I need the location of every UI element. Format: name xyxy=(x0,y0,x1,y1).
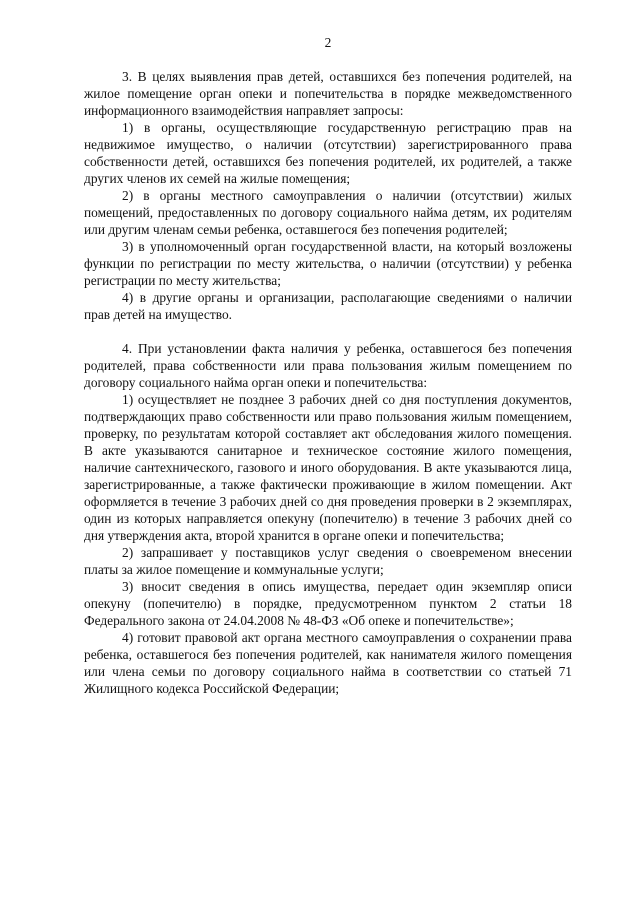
section-4-item-1: 1) осуществляет не позднее 3 рабочих дней со дня поступления документов, подтверждающих право собственности или право пользования жилым помещением, проверку, по результатам которой составляет акт обследования жилого помещения. В акте указываются санитарное и техническое состояние жилого помещения, наличие сантехнического, газового и иного оборудования. В акте указываются лица, зарегистрированные, а также фактически проживающие в жилом помещении. Акт оформляется в течение 3 рабочих дней со дня проведения проверки в 2 экземплярах, один из которых направляется опекуну (попечителю) в течение 3 рабочих дней со дня утверждения акта, второй хранится в органе опеки и попечительства; xyxy=(84,392,572,543)
section-4 xyxy=(84,340,572,697)
section-gap xyxy=(84,323,572,340)
page-number: 2 xyxy=(324,35,332,50)
section-4-item-2: 2) запрашивает у поставщиков услуг сведения о своевременом внесении платы за жилое помещение и коммунальные услуги; xyxy=(84,545,572,577)
section-4-item-4: 4) готовит правовой акт органа местного самоуправления о сохранении права ребенка, оставшегося без попечения родителей, как нанимателя жилого помещения или члена семьи по договору социального найма в соответствии со статьей 71 Жилищного кодекса Российской Федерации; xyxy=(84,630,572,696)
section-3-item-1: 1) в органы, осуществляющие государственную регистрацию прав на недвижимое имущество, о наличии (отсутствии) зарегистрированного права собственности детей, оставшихся без попечения родителей, их родителей, а также других членов их семей на жилые помещения; xyxy=(84,120,572,186)
section-3-item-2: 2) в органы местного самоуправления о наличии (отсутствии) жилых помещений, предоставленных по договору социального найма детям, их родителям или другим членам семьи ребенка, оставшегося без попечения родителей; xyxy=(84,188,572,237)
section-4-item-3: 3) вносит сведения в опись имущества, передает один экземпляр описи опекуну (попечителю) в порядке, предусмотренном пунктом 2 статьи 18 Федерального закона от 24.04.2008 № 48-ФЗ «Об опеке и попечительстве»; xyxy=(84,579,572,628)
section-3 xyxy=(84,68,572,323)
document-page xyxy=(84,34,572,697)
section-4-intro: 4. При установлении факта наличия у ребенка, оставшегося без попечения родителей, права собственности или права пользования жилым помещением по договору социального найма орган опеки и попечительства: xyxy=(84,341,572,390)
section-3-intro: 3. В целях выявления прав детей, оставшихся без попечения родителей, на жилое помещение орган опеки и попечительства в порядке межведомственного информационного взаимодействия направляет запросы: xyxy=(84,69,572,118)
section-3-item-3: 3) в уполномоченный орган государственной власти, на который возложены функции по регистрации по месту жительства, о наличии (отсутствии) у ребенка регистрации по месту жительства; xyxy=(84,239,572,288)
section-3-item-4: 4) в другие органы и организации, располагающие сведениями о наличии прав детей на имущество. xyxy=(84,290,572,322)
